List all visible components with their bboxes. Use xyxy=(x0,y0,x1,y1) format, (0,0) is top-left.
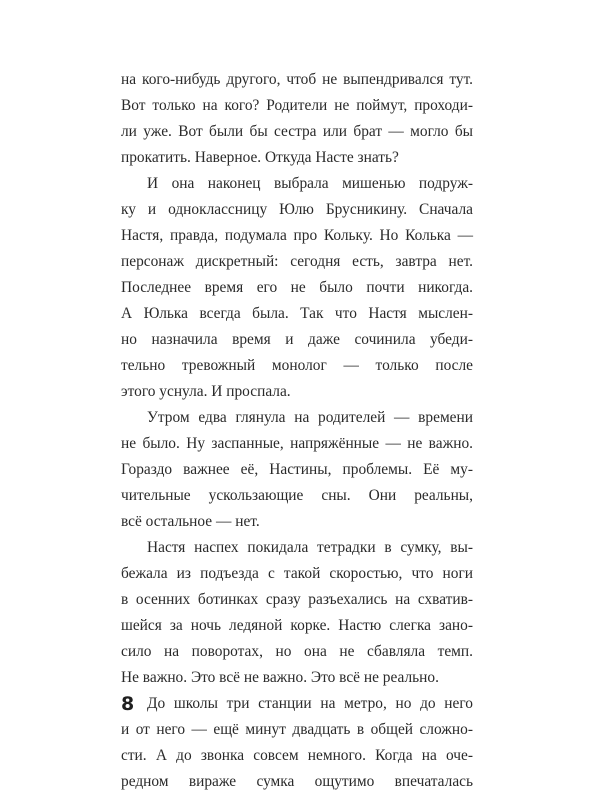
text-line: но назначила время и даже сочинила убеди- xyxy=(121,331,473,348)
text-line: Гораздо важнее её, Настины, проблемы. Её му- xyxy=(121,461,473,478)
text-line: Настя, правда, подумала про Кольку. Но Колька — xyxy=(121,227,473,244)
text-line: тельно тревожный монолог — только после xyxy=(121,357,473,374)
text-line: И она наконец выбрала мишенью подруж- xyxy=(147,175,473,192)
text-line: прокатить. Наверное. Откуда Насте знать? xyxy=(121,149,399,166)
text-line: персонаж дискретный: сегодня есть, завтра нет. xyxy=(121,253,473,270)
text-line: сти. А до звонка совсем немного. Когда на оче- xyxy=(121,747,473,764)
text-line: на кого-нибудь другого, чтоб не выпендривался тут. xyxy=(121,71,473,88)
text-line: всё остальное — нет. xyxy=(121,513,260,530)
text-line: бежала из подъезда с такой скоростью, что ноги xyxy=(121,565,473,582)
text-line: сило на поворотах, но она не сбавляла темп. xyxy=(121,643,473,660)
page-number: 8 xyxy=(121,693,135,715)
text-line: Вот только на кого? Родители не поймут, проходи- xyxy=(121,97,473,114)
text-line: Утром едва глянула на родителей — времени xyxy=(147,409,473,426)
text-line: Не важно. Это всё не важно. Это всё не реально. xyxy=(121,669,439,686)
body-text xyxy=(121,67,473,795)
text-line: До школы три станции на метро, но до него xyxy=(147,695,473,712)
text-line: чительные ускользающие сны. Они реальны, xyxy=(121,487,473,504)
text-line: ли уже. Вот были бы сестра или брат — могло бы xyxy=(121,123,473,140)
text-line: А Юлька всегда была. Так что Настя мыслен- xyxy=(121,305,473,322)
text-line: Последнее время его не было почти никогда. xyxy=(121,279,473,296)
text-line: этого уснула. И проспала. xyxy=(121,383,291,400)
text-line: шейся за ночь ледяной корке. Настю слегка зано- xyxy=(121,617,473,634)
text-line: в осенних ботинках сразу разъехались на схватив- xyxy=(121,591,473,608)
text-line: ку и одноклассницу Юлю Брусникину. Сначала xyxy=(121,201,473,218)
text-line: не было. Ну заспанные, напряжённые — не важно. xyxy=(121,435,473,452)
text-line: редном вираже сумка ощутимо впечаталась xyxy=(121,773,473,790)
text-line: Настя наспех покидала тетрадки в сумку, вы- xyxy=(147,539,473,556)
text-line: и от него — ещё минут двадцать в общей сложно- xyxy=(121,721,473,738)
